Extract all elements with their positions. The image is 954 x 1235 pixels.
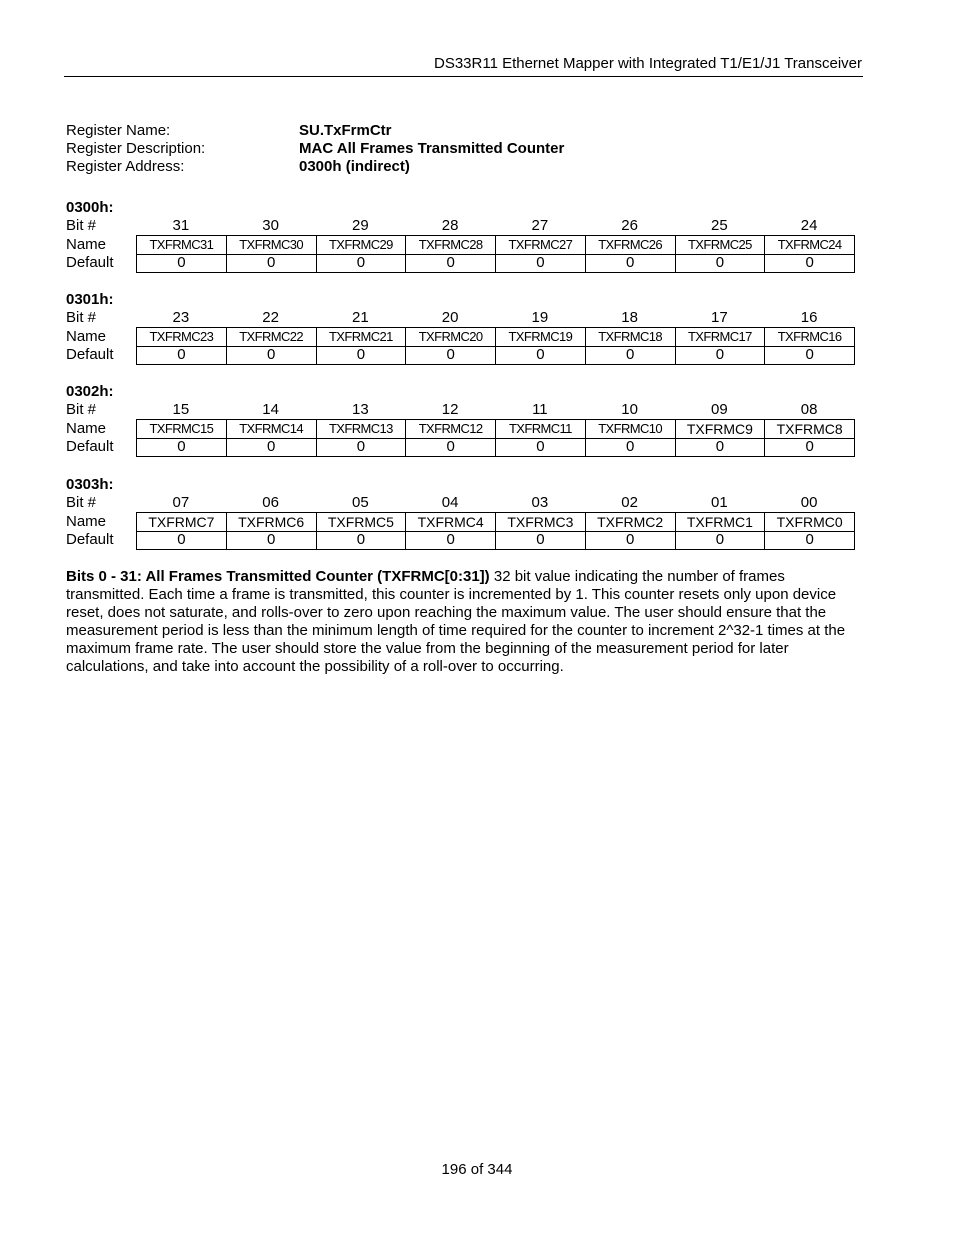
register-description-label: Register Description: bbox=[66, 140, 206, 157]
bit-description-body: 32 bit value indicating the number of frames transmitted. Each time a frame is transmitted, this counter is incremented by 1. This counter resets only upon device reset, does not saturate, and rolls-over to zero upon reaching the maximum value. The user should ensure that the measurement period is less than the minimum length of time required for the counter to increment 2^32-1 times at the maximum frame rate. The user should store the value from the beginning of the measurement period for later calculations, and take into account the possibility of a roll-over to occurring. bbox=[66, 568, 846, 675]
bit-name-cell: TXFRMC0 bbox=[765, 513, 855, 531]
bit-number-cell: 29 bbox=[352, 217, 369, 234]
bit-number-cell: 27 bbox=[531, 217, 549, 234]
bit-name-cell: TXFRMC12 bbox=[406, 420, 496, 438]
bit-default-cell: 0 bbox=[496, 254, 586, 272]
bit-number-cell: 04 bbox=[441, 494, 459, 511]
bit-number-cell: 22 bbox=[262, 309, 279, 326]
register-bit-default-row bbox=[66, 438, 856, 456]
bit-default-cell: 0 bbox=[765, 438, 855, 456]
bit-number-cell: 19 bbox=[531, 309, 549, 326]
bit-default-cell: 0 bbox=[496, 346, 586, 364]
bit-number-cells bbox=[136, 217, 854, 235]
bit-number-cell: 00 bbox=[800, 494, 818, 511]
bit-default-cell: 0 bbox=[137, 254, 227, 272]
bit-number-cell: 20 bbox=[441, 309, 459, 326]
bit-number-cell: 12 bbox=[441, 401, 459, 418]
bit-default-cell: 0 bbox=[406, 531, 496, 549]
register-block-title: 0302h: bbox=[66, 383, 114, 400]
row-label: Bit # bbox=[66, 494, 97, 511]
bit-default-cell: 0 bbox=[317, 438, 407, 456]
register-bit-name-row bbox=[66, 419, 856, 438]
bit-number-cell: 14 bbox=[262, 401, 279, 418]
bit-default-cell: 0 bbox=[496, 438, 586, 456]
register-bit-number-row bbox=[66, 217, 856, 235]
register-block bbox=[66, 291, 856, 364]
register-block-title: 0300h: bbox=[66, 199, 114, 216]
bit-name-cell: TXFRMC27 bbox=[496, 236, 586, 254]
bit-default-cell: 0 bbox=[317, 254, 407, 272]
register-info bbox=[66, 122, 564, 176]
register-bit-name-row bbox=[66, 512, 856, 531]
bit-default-cell: 0 bbox=[586, 346, 676, 364]
bit-name-cell: TXFRMC31 bbox=[137, 236, 227, 254]
bit-default-cell: 0 bbox=[137, 438, 227, 456]
bit-description-heading: Bits 0 - 31: All Frames Transmitted Counter (TXFRMC[0:31]) bbox=[66, 568, 490, 585]
row-label: Name bbox=[66, 327, 107, 345]
bit-number-cell: 15 bbox=[172, 401, 190, 418]
page-number: 196 of 344 bbox=[441, 1161, 513, 1178]
bit-name-cell: TXFRMC29 bbox=[317, 236, 407, 254]
bit-default-cell: 0 bbox=[137, 531, 227, 549]
bit-number-cell: 16 bbox=[800, 309, 818, 326]
bit-number-cell: 17 bbox=[711, 309, 728, 326]
row-label: Name bbox=[66, 512, 107, 530]
bit-default-cell: 0 bbox=[765, 254, 855, 272]
bit-name-cell: TXFRMC11 bbox=[496, 420, 586, 438]
bit-name-cell: TXFRMC2 bbox=[586, 513, 676, 531]
bit-name-cell: TXFRMC17 bbox=[676, 328, 766, 346]
bit-number-cell: 13 bbox=[352, 401, 369, 418]
row-label: Bit # bbox=[66, 309, 97, 326]
bit-name-cell: TXFRMC21 bbox=[317, 328, 407, 346]
bit-number-cell: 06 bbox=[262, 494, 279, 511]
bit-default-cell: 0 bbox=[227, 346, 317, 364]
bit-default-cell: 0 bbox=[676, 438, 766, 456]
bit-number-cells bbox=[136, 494, 854, 512]
bit-name-cell: TXFRMC20 bbox=[406, 328, 496, 346]
register-block-title: 0301h: bbox=[66, 291, 114, 308]
register-bit-default-row bbox=[66, 254, 856, 272]
row-label: Default bbox=[66, 438, 114, 455]
register-address-row bbox=[66, 158, 564, 176]
bit-name-cell: TXFRMC5 bbox=[317, 513, 407, 531]
bit-number-cell: 23 bbox=[172, 309, 190, 326]
bit-default-cell: 0 bbox=[227, 531, 317, 549]
bit-name-cell: TXFRMC6 bbox=[227, 513, 317, 531]
bit-default-cell: 0 bbox=[137, 346, 227, 364]
bit-default-cell: 0 bbox=[586, 254, 676, 272]
bit-name-cell: TXFRMC26 bbox=[586, 236, 676, 254]
bit-number-cell: 31 bbox=[172, 217, 190, 234]
bit-name-cell: TXFRMC16 bbox=[765, 328, 855, 346]
bit-number-cells bbox=[136, 401, 854, 419]
bit-description bbox=[66, 568, 856, 676]
bit-default-cell: 0 bbox=[586, 531, 676, 549]
header-divider bbox=[64, 76, 863, 77]
bit-name-cell: TXFRMC9 bbox=[676, 420, 766, 438]
bit-default-cells bbox=[136, 254, 855, 273]
bit-number-cell: 26 bbox=[621, 217, 638, 234]
bit-default-cell: 0 bbox=[406, 346, 496, 364]
bit-name-cells bbox=[136, 419, 855, 439]
bit-default-cells bbox=[136, 346, 855, 365]
bit-default-cell: 0 bbox=[676, 254, 766, 272]
bit-name-cell: TXFRMC28 bbox=[406, 236, 496, 254]
bit-number-cell: 30 bbox=[262, 217, 279, 234]
bit-name-cell: TXFRMC18 bbox=[586, 328, 676, 346]
bit-name-cell: TXFRMC13 bbox=[317, 420, 407, 438]
register-description-row bbox=[66, 140, 564, 158]
bit-default-cell: 0 bbox=[496, 531, 586, 549]
bit-default-cell: 0 bbox=[676, 531, 766, 549]
bit-default-cell: 0 bbox=[227, 254, 317, 272]
bit-name-cell: TXFRMC8 bbox=[765, 420, 855, 438]
bit-number-cell: 01 bbox=[711, 494, 728, 511]
bit-default-cell: 0 bbox=[765, 531, 855, 549]
register-bit-name-row bbox=[66, 327, 856, 346]
row-label: Bit # bbox=[66, 217, 97, 234]
bit-default-cell: 0 bbox=[406, 438, 496, 456]
bit-number-cell: 03 bbox=[531, 494, 549, 511]
bit-default-cell: 0 bbox=[676, 346, 766, 364]
row-label: Default bbox=[66, 531, 114, 548]
bit-number-cells bbox=[136, 309, 854, 327]
bit-name-cell: TXFRMC7 bbox=[137, 513, 227, 531]
bit-default-cell: 0 bbox=[317, 531, 407, 549]
register-block bbox=[66, 199, 856, 272]
bit-name-cell: TXFRMC25 bbox=[676, 236, 766, 254]
bit-number-cell: 11 bbox=[532, 401, 548, 418]
bit-number-cell: 25 bbox=[711, 217, 728, 234]
bit-number-cell: 02 bbox=[621, 494, 638, 511]
register-bit-number-row bbox=[66, 494, 856, 512]
bit-name-cell: TXFRMC1 bbox=[676, 513, 766, 531]
register-address-label: Register Address: bbox=[66, 158, 185, 175]
row-label: Name bbox=[66, 235, 107, 253]
register-name-label: Register Name: bbox=[66, 122, 171, 139]
register-address-value: 0300h (indirect) bbox=[299, 158, 410, 175]
bit-default-cell: 0 bbox=[765, 346, 855, 364]
bit-name-cell: TXFRMC24 bbox=[765, 236, 855, 254]
register-block bbox=[66, 476, 856, 549]
bit-name-cell: TXFRMC10 bbox=[586, 420, 676, 438]
bit-number-cell: 09 bbox=[711, 401, 728, 418]
bit-default-cell: 0 bbox=[227, 438, 317, 456]
bit-default-cell: 0 bbox=[317, 346, 407, 364]
bit-number-cell: 10 bbox=[621, 401, 638, 418]
bit-number-cell: 18 bbox=[621, 309, 638, 326]
row-label: Bit # bbox=[66, 401, 97, 418]
register-description-value: MAC All Frames Transmitted Counter bbox=[299, 140, 565, 157]
register-block-title: 0303h: bbox=[66, 476, 114, 493]
row-label: Default bbox=[66, 346, 114, 363]
register-bit-name-row bbox=[66, 235, 856, 254]
bit-number-cell: 24 bbox=[800, 217, 818, 234]
register-name-value: SU.TxFrmCtr bbox=[299, 122, 392, 139]
bit-default-cell: 0 bbox=[586, 438, 676, 456]
register-block bbox=[66, 383, 856, 456]
register-bit-default-row bbox=[66, 531, 856, 549]
register-name-row bbox=[66, 122, 564, 140]
bit-number-cell: 05 bbox=[352, 494, 369, 511]
bit-name-cell: TXFRMC23 bbox=[137, 328, 227, 346]
row-label: Default bbox=[66, 254, 114, 271]
register-bit-default-row bbox=[66, 346, 856, 364]
bit-name-cell: TXFRMC4 bbox=[406, 513, 496, 531]
bit-default-cell: 0 bbox=[406, 254, 496, 272]
bit-name-cell: TXFRMC22 bbox=[227, 328, 317, 346]
bit-name-cell: TXFRMC30 bbox=[227, 236, 317, 254]
bit-default-cells bbox=[136, 438, 855, 457]
bit-number-cell: 07 bbox=[172, 494, 190, 511]
bit-name-cell: TXFRMC15 bbox=[137, 420, 227, 438]
document-header-title: DS33R11 Ethernet Mapper with Integrated T1/E1/J1 Transceiver bbox=[433, 55, 862, 72]
bit-name-cells bbox=[136, 327, 855, 347]
bit-name-cells bbox=[136, 512, 855, 532]
register-bit-number-row bbox=[66, 401, 856, 419]
bit-number-cell: 28 bbox=[441, 217, 459, 234]
bit-name-cell: TXFRMC19 bbox=[496, 328, 586, 346]
bit-number-cell: 08 bbox=[800, 401, 818, 418]
register-bit-number-row bbox=[66, 309, 856, 327]
bit-name-cell: TXFRMC14 bbox=[227, 420, 317, 438]
bit-name-cells bbox=[136, 235, 855, 255]
bit-number-cell: 21 bbox=[352, 309, 369, 326]
row-label: Name bbox=[66, 419, 107, 437]
bit-name-cell: TXFRMC3 bbox=[496, 513, 586, 531]
bit-default-cells bbox=[136, 531, 855, 550]
